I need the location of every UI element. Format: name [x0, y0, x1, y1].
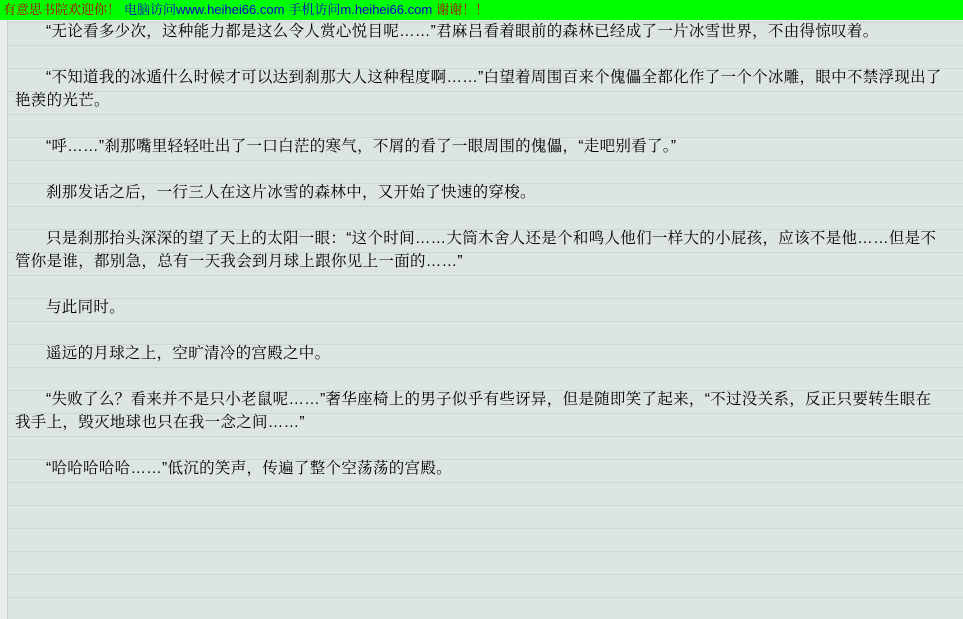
paragraph: “呼……”刹那嘴里轻轻吐出了一口白茫的寒气，不屑的看了一眼周围的傀儡，“走吧别看了。”	[46, 138, 677, 155]
paragraph-spacer	[9, 204, 959, 227]
paragraph-spacer	[9, 365, 959, 388]
left-margin-bar	[0, 20, 8, 619]
banner-segment-thanks: 谢谢！！	[436, 2, 489, 17]
paragraph: “失败了么？看来并不是只小老鼠呢……”奢华座椅上的男子似乎有些讶异，但是随即笑了起来，“不过没关系，反正只要转生眼在我手上，毁灭地球也只在我一念之间……”	[15, 391, 932, 431]
paragraph: “不知道我的冰遁什么时候才可以达到刹那大人这种程度啊……”白望着周围百来个傀儡全都化作了一个个冰雕，眼中不禁浮现出了艳羡的光芒。	[15, 69, 942, 109]
paragraph: “无论看多少次，这种能力都是这么令人赏心悦目呢……”君麻吕看着眼前的森林已经成了一片冰雪世界，不由得惊叹着。	[46, 23, 879, 40]
paragraph-spacer	[9, 112, 959, 135]
paragraph: 遥远的月球之上，空旷清冷的宫殿之中。	[46, 345, 331, 362]
novel-text-body	[9, 20, 959, 619]
banner-segment-mobile-site[interactable]: 手机访问m.heihei66.com	[288, 2, 433, 17]
paragraph-spacer	[9, 273, 959, 296]
promo-banner	[0, 0, 963, 20]
paragraph-spacer	[9, 319, 959, 342]
paragraph-spacer	[9, 434, 959, 457]
paragraph: “哈哈哈哈哈……”低沉的笑声，传遍了整个空荡荡的宫殿。	[46, 460, 452, 477]
paragraph: 只是刹那抬头深深的望了天上的太阳一眼：“这个时间……大筒木舍人还是个和鸣人他们一样大的小屁孩，应该不是他……但是不管你是谁，都别急，总有一天我会到月球上跟你见上一面的……”	[15, 230, 937, 270]
paragraph: 与此同时。	[46, 299, 126, 316]
paragraph: 刹那发话之后，一行三人在这片冰雪的森林中，又开始了快速的穿梭。	[46, 184, 536, 201]
paragraph-spacer	[9, 43, 959, 66]
banner-segment-pc-site[interactable]: 电脑访问www.heihei66.com	[124, 2, 285, 17]
paragraph-spacer	[9, 158, 959, 181]
banner-segment-welcome: 有意思书院欢迎你！	[3, 2, 121, 17]
